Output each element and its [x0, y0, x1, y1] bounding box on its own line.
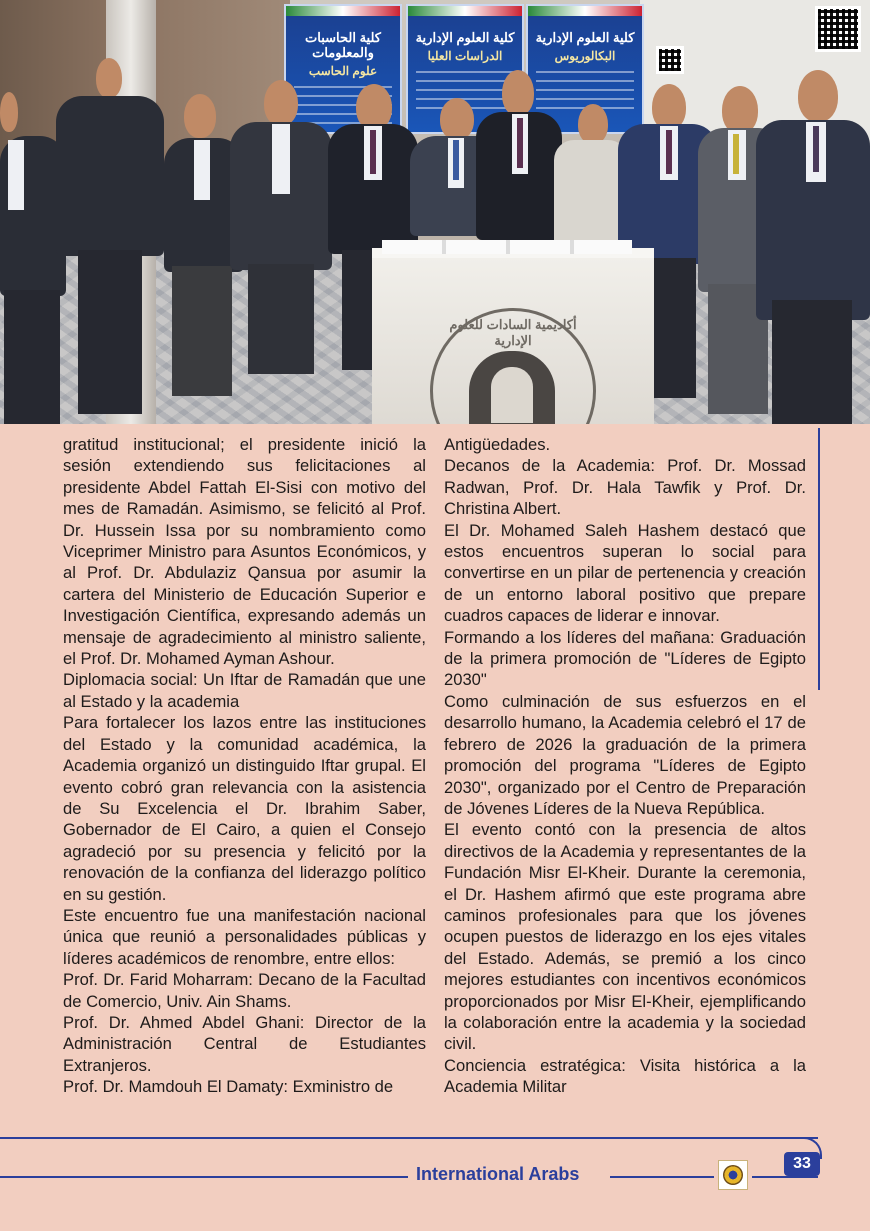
- footer-rule: [0, 1176, 408, 1178]
- event-photo: [0, 0, 870, 424]
- right-column: [444, 434, 806, 1098]
- section-heading: Diplomacia social: Un Iftar de Ramadán que une al Estado y la academia: [63, 670, 426, 711]
- column-rule: [818, 428, 820, 690]
- banner-subtitle: علوم الحاسب: [308, 64, 378, 78]
- left-column: [63, 434, 426, 1098]
- footer-rule: [752, 1176, 818, 1178]
- banner-title: كلية العلوم الإدارية: [535, 30, 635, 45]
- paragraph: gratitud institucional; el presidente inició la sesión extendiendo sus felicitaciones al presidente Abdel Fattah El-Sisi con motivo del mes de Ramadán. Asimismo, se felicitó al Prof. Dr. Hussein Issa por su nombramiento como Viceprimer Ministro para Asuntos Económicos, y al Prof. Dr. Abdulaziz Qansua por asumir la cartera del Ministerio de Educación Superior e Investigación Científica, expresando además un mensaje de agradecimiento al ministro saliente, el Prof. Dr. Mohamed Ayman Ashour.: [63, 435, 426, 669]
- footer-rule: [0, 1137, 818, 1139]
- magazine-brand: International Arabs: [416, 1164, 580, 1184]
- paragraph: El evento contó con la presencia de altos directivos de la Academia y representantes de la Fundación Misr El-Kheir. Durante la ceremonia, el Dr. Hashem afirmó que este programa abre caminos profesionales para que los jóvenes ocupen puestos de liderazgo en los ejes vitales del Estado. Además, se premió a los cinco mejores estudiantes con incentivos económicos proporcionados por Misr El-Kheir, ejemplificando la colaboración entre la academia y la sociedad civil.: [444, 820, 806, 1054]
- paragraph: Como culminación de sus esfuerzos en el desarrollo humano, la Academia celebró el 17 de febrero de 2026 la graduación de la primera promoción del programa "Líderes de Egipto 2030", organizado por el Centro de Preparación de Jóvenes Líderes de la Nueva República.: [444, 691, 806, 818]
- footer-rule: [610, 1176, 714, 1178]
- banner-title: كلية العلوم الإدارية: [415, 30, 515, 45]
- emblem-text: أكاديمية السادات للعلوم الإدارية: [449, 317, 577, 348]
- paragraph: Prof. Dr. Farid Moharram: Decano de la Facultad de Comercio, Univ. Ain Shams.: [63, 970, 426, 1011]
- paragraph: El Dr. Mohamed Saleh Hashem destacó que estos encuentros superan lo social para convertirse en un pilar de pertenencia y creación de un entorno laboral positivo que prepare cuadros capaces de liderar e innovar.: [444, 520, 806, 626]
- paragraph: Decanos de la Academia: Prof. Dr. Mossad Radwan, Prof. Dr. Hala Tawfik y Prof. Dr. Christina Albert.: [444, 456, 806, 519]
- paragraph: Este encuentro fue una manifestación nacional única que reunió a personalidades públicas y líderes académicos de renombre, entre ellos:: [63, 905, 426, 968]
- paragraph: Antigüedades.: [444, 435, 551, 454]
- academy-emblem-icon: [430, 308, 596, 424]
- paragraph: Prof. Dr. Ahmed Abdel Ghani: Director de la Administración Central de Estudiantes Extranjeros.: [63, 1012, 426, 1075]
- banner-subtitle: الدراسات العليا: [427, 49, 503, 63]
- magazine-logo-icon: [718, 1160, 748, 1190]
- paragraph: Prof. Dr. Mamdouh El Damaty: Exministro de: [63, 1077, 394, 1097]
- podium: [372, 248, 654, 424]
- banner-title: كلية الحاسبات والمعلومات: [305, 30, 381, 60]
- paragraph: Para fortalecer los lazos entre las instituciones del Estado y la comunidad académica, la Academia organizó un distinguido Iftar grupal. El evento cobró gran relevancia con la asistencia de Su Excelencia el Dr. Ibrahim Saber, Gobernador de El Cairo, a quien el Consejo agradeció por su presencia y felicitó por la renovación de la confianza del liderazgo político en su gestión.: [63, 713, 426, 904]
- banner-subtitle: البكالوريوس: [554, 49, 616, 63]
- page-number: 33: [784, 1152, 820, 1176]
- section-heading: Formando a los líderes del mañana: Graduación de la primera promoción de "Líderes de Egipto 2030": [444, 627, 806, 690]
- section-heading: Conciencia estratégica: Visita histórica a la Academia Militar: [444, 1055, 806, 1097]
- qr-code-icon: [815, 6, 861, 52]
- qr-code-icon: [656, 46, 684, 74]
